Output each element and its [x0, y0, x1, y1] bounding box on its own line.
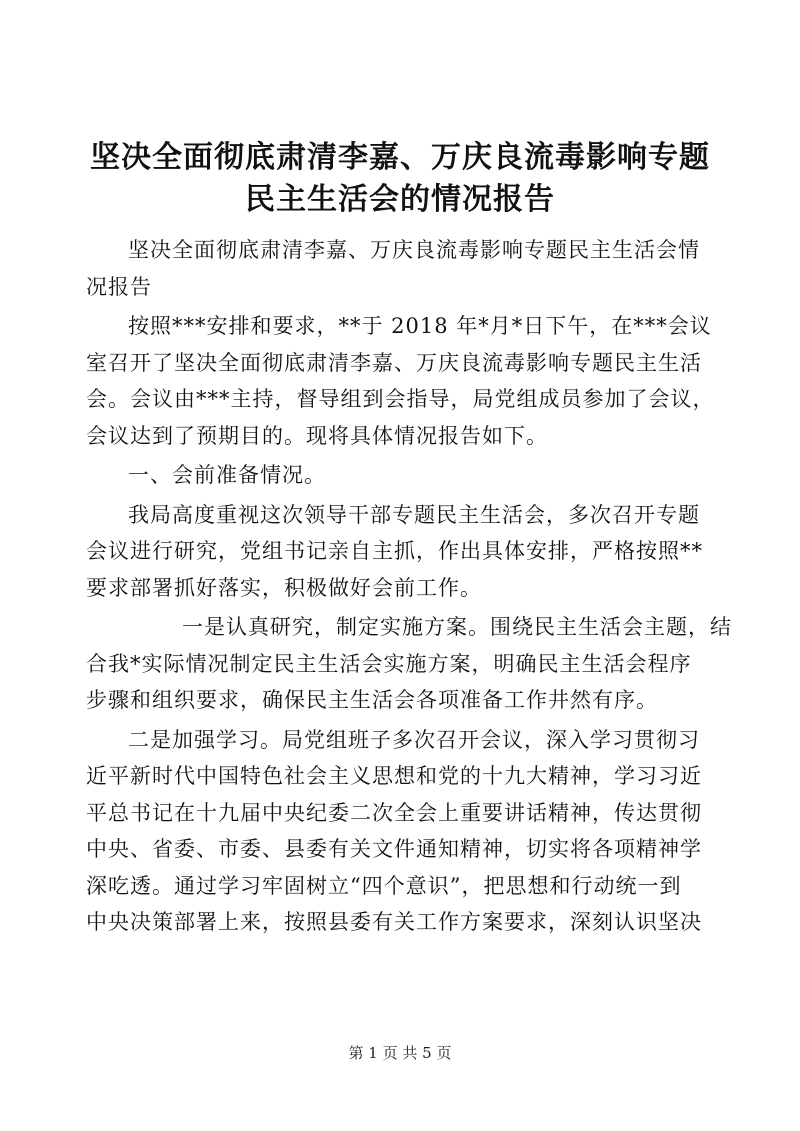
- section-heading: [86, 457, 716, 494]
- text-line: 平总书记在十九届中央纪委二次全会上重要讲话精神，传达贯彻: [86, 800, 702, 825]
- text-line: 一是认真研究，制定实施方案。围绕民主生活会主题，结: [182, 615, 732, 639]
- text-line: 步骤和组织要求，确保民主生活会各项准备工作井然有序。: [86, 688, 658, 712]
- text-line: 二是加强学习。局党组班子多次召开会议，深入学习贯彻习: [128, 727, 700, 752]
- paragraph-intro: [86, 232, 716, 305]
- text-line: 近平新时代中国特色社会主义思想和党的十九大精神，学习习近: [86, 764, 702, 788]
- paragraph-overview: [86, 308, 716, 454]
- title-line: 坚决全面彻底肃清李嘉、万庆良流毒影响专题: [90, 140, 710, 175]
- text-line: 会议进行研究，党组书记亲自主抓，作出具体安排，严格按照**: [86, 539, 703, 563]
- document-body: [86, 232, 732, 944]
- text-line: 况报告: [86, 274, 152, 299]
- paragraph-preparation: [86, 497, 716, 607]
- text-line: 我局高度重视这次领导干部专题民主生活会，多次召开专题: [128, 502, 700, 527]
- text-line: 坚决全面彻底肃清李嘉、万庆良流毒影响专题民主生活会情: [128, 238, 700, 262]
- title-line: 民主生活会的情况报告: [245, 182, 555, 217]
- text-line: 一、会前准备情况。: [128, 463, 326, 487]
- text-line: 按照***安排和要求，**于 2018 年*月*日下午，在***会议: [128, 314, 712, 338]
- text-line: 中央决策部署上来，按照县委有关工作方案要求，深刻认识坚决: [86, 910, 702, 934]
- text-line: 室召开了坚决全面彻底肃清李嘉、万庆良流毒影响专题民主生活: [86, 350, 702, 375]
- text-line: 中央、省委、市委、县委有关文件通知精神，切实将各项精神学: [86, 837, 702, 861]
- text-line: 会议达到了预期目的。现将具体情况报告如下。: [86, 423, 548, 448]
- text-line: 要求部署抓好落实，积极做好会前工作。: [86, 575, 482, 600]
- document-title: [90, 137, 710, 221]
- paragraph-point-two: [86, 722, 716, 941]
- text-line: 合我*实际情况制定民主生活会实施方案，明确民主生活会程序: [86, 651, 692, 676]
- text-line: 深吃透。通过学习牢固树立“四个意识”，把思想和行动统一到: [86, 873, 682, 898]
- page-footer: 第 1 页 共 5 页: [348, 1044, 452, 1062]
- paragraph-point-one: [86, 609, 732, 719]
- text-line: 会。会议由***主持，督导组到会指导，局党组成员参加了会议，: [86, 387, 715, 411]
